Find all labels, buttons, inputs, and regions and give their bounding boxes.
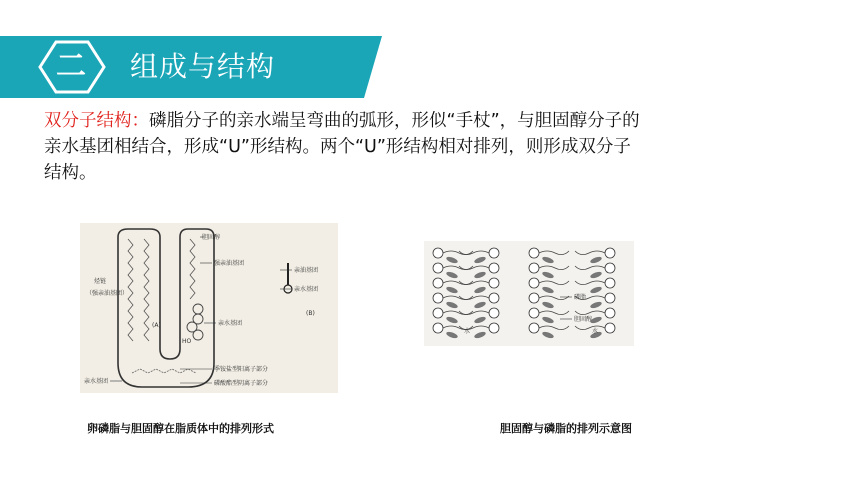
phospholipid-tail	[575, 251, 605, 255]
phospholipid-tail	[575, 326, 605, 330]
lead-term: 双分子结构：	[44, 111, 149, 131]
label-quat-ammonium: 季铵盐型阳离子部分	[214, 366, 269, 373]
phospholipid-tail	[539, 311, 569, 315]
phospholipid-head	[605, 263, 615, 273]
label-hydrocarbon-paren: （强亲油基团）	[86, 290, 129, 297]
phospholipid-tail	[575, 266, 605, 270]
figure-cholesterol-phospholipid	[424, 241, 634, 346]
phospholipid-tail	[575, 311, 605, 315]
label-b: (B)	[306, 310, 315, 317]
phospholipid-tail	[539, 326, 569, 330]
section-number: 二	[56, 49, 86, 84]
phospholipid-head	[605, 248, 615, 258]
phospholipid-head	[433, 248, 443, 258]
phospholipid-head	[605, 323, 615, 333]
phospholipid-head	[529, 293, 539, 303]
label-phosphate: 磷酸酯型阴离子部分	[214, 380, 269, 387]
label-hydrophilic-b: 亲水基团	[294, 286, 319, 293]
caption-figure1: 卵磷脂与胆固醇在脂质体中的排列形式	[87, 422, 274, 435]
phospholipid-head	[605, 308, 615, 318]
phospholipid-head	[489, 308, 499, 318]
cholesterol-mark	[542, 301, 555, 310]
phospholipid-head	[489, 248, 499, 258]
phospholipid-head	[489, 293, 499, 303]
phospholipid-head	[605, 278, 615, 288]
body-line-1: 磷脂分子的亲水端呈弯曲的弧形，形似“手杖”，与胆固醇分子的	[149, 111, 640, 131]
phospholipid-head	[489, 323, 499, 333]
phospholipid-head	[529, 263, 539, 273]
phospholipid-tail	[539, 296, 569, 300]
label-ho: HO	[182, 338, 192, 345]
cholesterol-mark	[446, 286, 459, 295]
cholesterol-mark	[474, 316, 487, 325]
phospholipid-head	[433, 278, 443, 288]
cholesterol-mark	[446, 256, 459, 265]
cholesterol-mark	[542, 316, 555, 325]
cholesterol-mark	[474, 286, 487, 295]
phospholipid-tail	[539, 281, 569, 285]
phospholipid-tail	[459, 251, 489, 255]
figure-lecithin-cholesterol	[80, 223, 338, 393]
cholesterol-mark	[590, 301, 603, 310]
label-a: (A)	[152, 322, 161, 329]
section-title: 组成与结构	[130, 50, 276, 83]
cholesterol-mark	[542, 286, 555, 295]
body-paragraph	[44, 108, 824, 186]
phospholipid-head	[433, 293, 443, 303]
u-outline	[118, 229, 214, 387]
body-line-2: 亲水基团相结合，形成“U”形结构。两个“U”形结构相对排列，则形成双分子	[44, 137, 631, 157]
caption-figure2: 胆固醇与磷脂的排列示意图	[500, 422, 632, 435]
label-lipophilic: 亲油基团	[294, 267, 319, 274]
phospholipid-head	[529, 248, 539, 258]
cholesterol-mark	[590, 286, 603, 295]
cholesterol-mark	[542, 271, 555, 280]
cholesterol-mark	[474, 331, 487, 340]
phospholipid-tail	[443, 296, 473, 300]
phospholipid-head	[605, 293, 615, 303]
phospholipid-tail	[575, 281, 605, 285]
phospholipid-head	[433, 308, 443, 318]
body-line-3: 结构。	[44, 163, 97, 183]
phospholipid-tail	[443, 311, 473, 315]
phospholipid-tail	[443, 251, 473, 255]
phospholipid-tail	[459, 266, 489, 270]
label-strong-lipophilic: 强亲油基团	[214, 260, 245, 267]
cholesterol-mark	[446, 316, 459, 325]
cholesterol-mark	[446, 301, 459, 310]
cholesterol-mark	[474, 301, 487, 310]
cholesterol-mark	[446, 331, 459, 340]
phospholipid-head	[529, 278, 539, 288]
phospholipid-tail	[539, 266, 569, 270]
phospholipid-tail	[459, 281, 489, 285]
label-phospholipid: 磷脂	[574, 294, 587, 301]
cholesterol-mark	[590, 271, 603, 280]
phospholipid-head	[433, 323, 443, 333]
label-cholesterol2: 胆固醇	[574, 316, 593, 323]
cholesterol-mark	[474, 271, 487, 280]
label-water-left: 水	[464, 328, 471, 335]
phospholipid-head	[489, 278, 499, 288]
cholesterol-mark	[446, 271, 459, 280]
phospholipid-tail	[443, 281, 473, 285]
phospholipid-head	[529, 308, 539, 318]
label-water-right: 水	[592, 328, 599, 335]
cholesterol-mark	[542, 256, 555, 265]
phospholipid-head	[433, 263, 443, 273]
label-hydrophilic-left: 亲水基团	[84, 378, 109, 385]
label-hydrophilic-a: 亲水基团	[218, 320, 243, 327]
label-hydrocarbon: 烃链	[94, 278, 107, 285]
phospholipid-tail	[443, 266, 473, 270]
phospholipid-tail	[459, 311, 489, 315]
phospholipid-head	[489, 263, 499, 273]
cholesterol-mark	[590, 256, 603, 265]
phospholipid-tail	[539, 251, 569, 255]
cholesterol-mark	[474, 256, 487, 265]
phospholipid-tail	[459, 296, 489, 300]
cholesterol-mark	[542, 331, 555, 340]
label-cholesterol: 胆固醇	[202, 234, 221, 241]
phospholipid-head	[529, 323, 539, 333]
